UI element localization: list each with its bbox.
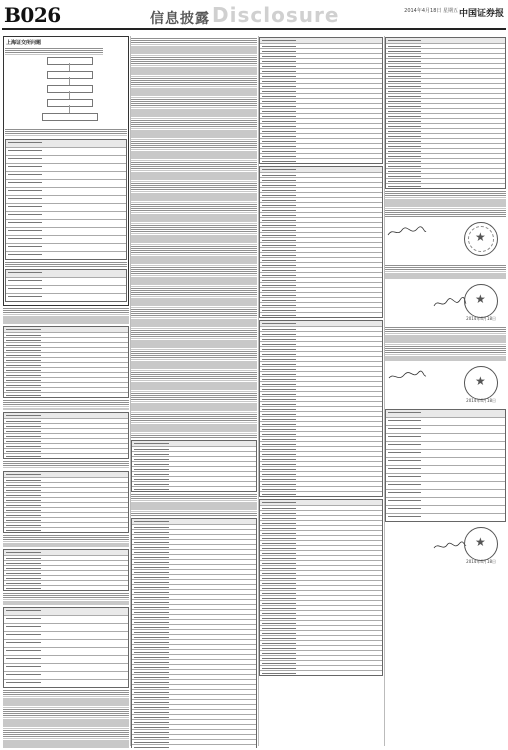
table-row bbox=[386, 474, 505, 482]
data-table bbox=[3, 471, 129, 533]
signature-block bbox=[385, 220, 506, 262]
signature-block bbox=[385, 282, 506, 324]
data-table bbox=[385, 409, 506, 522]
table-row bbox=[4, 393, 128, 397]
column-3 bbox=[259, 36, 383, 748]
flowchart-box-title: 上海证交所问题 bbox=[6, 40, 42, 46]
page-number: B026 bbox=[4, 3, 61, 27]
table-row bbox=[386, 450, 505, 458]
data-table bbox=[5, 269, 127, 302]
masthead-rule bbox=[2, 28, 506, 30]
seal-ring bbox=[468, 226, 494, 252]
table-row bbox=[6, 236, 126, 244]
flowchart-box bbox=[3, 36, 129, 306]
table-row bbox=[4, 624, 128, 632]
newspaper-logo: 中国证券报 bbox=[458, 9, 504, 19]
table-header-row bbox=[6, 270, 126, 278]
table-row bbox=[132, 487, 256, 491]
column-4 bbox=[385, 36, 506, 748]
table-row bbox=[260, 671, 382, 675]
flowchart-connector bbox=[69, 77, 70, 85]
table-row bbox=[386, 184, 505, 188]
text-block bbox=[3, 461, 129, 469]
flowchart-node bbox=[47, 85, 93, 93]
table-header-row bbox=[6, 140, 126, 148]
table-row bbox=[4, 616, 128, 624]
table-row bbox=[6, 148, 126, 156]
signoff-date: 2014年4月18日 bbox=[466, 398, 496, 403]
handwritten-signature bbox=[387, 370, 427, 382]
flowchart-node bbox=[42, 113, 98, 121]
table-row bbox=[386, 482, 505, 490]
table-row bbox=[6, 164, 126, 172]
signoff-date: 2014年4月18日 bbox=[466, 316, 496, 321]
table-row bbox=[386, 514, 505, 521]
table-row bbox=[4, 680, 128, 687]
table-row bbox=[6, 294, 126, 301]
text-block bbox=[3, 690, 129, 748]
data-table bbox=[259, 499, 383, 676]
table-row bbox=[260, 492, 382, 496]
table-row bbox=[260, 313, 382, 317]
section-title: 信息披露 bbox=[150, 11, 210, 27]
company-seal-icon bbox=[464, 284, 498, 318]
flowchart-node bbox=[47, 57, 93, 65]
table-row bbox=[386, 458, 505, 466]
table-row bbox=[386, 426, 505, 434]
text-block bbox=[5, 262, 127, 267]
section-title-english: Disclosure bbox=[212, 3, 340, 27]
data-table bbox=[259, 320, 383, 497]
text-block bbox=[131, 494, 257, 516]
text-block bbox=[3, 593, 129, 605]
signoff-date: 2014年4月18日 bbox=[466, 559, 496, 564]
table-row bbox=[6, 244, 126, 252]
signature-block bbox=[385, 525, 506, 567]
text-block bbox=[5, 48, 103, 55]
data-table bbox=[5, 139, 127, 260]
table-row bbox=[4, 454, 128, 458]
table-row bbox=[132, 745, 256, 748]
table-row bbox=[386, 498, 505, 506]
handwritten-signature bbox=[387, 226, 427, 238]
flowchart-node bbox=[47, 99, 93, 107]
text-block bbox=[3, 400, 129, 410]
table-row bbox=[6, 156, 126, 164]
column-2 bbox=[131, 36, 257, 748]
table-row bbox=[6, 204, 126, 212]
data-table bbox=[259, 37, 383, 164]
flowchart-connector bbox=[69, 105, 70, 113]
text-block bbox=[5, 129, 127, 137]
table-row bbox=[4, 648, 128, 656]
masthead bbox=[0, 0, 508, 30]
text-block bbox=[3, 308, 129, 324]
table-row bbox=[4, 640, 128, 648]
table-header-row bbox=[386, 410, 505, 418]
data-table bbox=[259, 166, 383, 318]
table-row bbox=[4, 664, 128, 672]
company-seal-icon bbox=[464, 527, 498, 561]
data-table bbox=[3, 326, 129, 398]
column-1 bbox=[3, 36, 129, 748]
table-row bbox=[386, 506, 505, 514]
table-row bbox=[6, 278, 126, 286]
table-row bbox=[6, 286, 126, 294]
table-row bbox=[6, 172, 126, 180]
text-block bbox=[385, 265, 506, 279]
data-table bbox=[131, 440, 257, 492]
text-block bbox=[385, 191, 506, 217]
table-row bbox=[4, 672, 128, 680]
text-block bbox=[385, 327, 506, 361]
data-table bbox=[3, 549, 129, 591]
table-row bbox=[6, 212, 126, 220]
table-row bbox=[386, 442, 505, 450]
data-table bbox=[3, 607, 129, 688]
data-table bbox=[385, 37, 506, 189]
signature-block bbox=[385, 364, 506, 406]
table-row bbox=[6, 228, 126, 236]
table-row bbox=[4, 656, 128, 664]
data-table bbox=[3, 412, 129, 459]
text-block bbox=[3, 535, 129, 547]
table-row bbox=[386, 490, 505, 498]
company-seal-icon bbox=[464, 366, 498, 400]
flowchart-diagram bbox=[5, 57, 127, 127]
table-row bbox=[4, 632, 128, 640]
text-block bbox=[131, 38, 257, 438]
table-row bbox=[6, 196, 126, 204]
table-row bbox=[386, 434, 505, 442]
table-row bbox=[6, 252, 126, 259]
table-row bbox=[4, 586, 128, 590]
flowchart-connector bbox=[69, 63, 70, 71]
flowchart-connector bbox=[69, 91, 70, 99]
issue-date: 2014年4月18日 星期五 bbox=[404, 8, 458, 14]
table-row bbox=[260, 159, 382, 163]
flowchart-node bbox=[47, 71, 93, 79]
table-row bbox=[4, 528, 128, 532]
table-row bbox=[386, 418, 505, 426]
table-row bbox=[386, 466, 505, 474]
table-row bbox=[6, 180, 126, 188]
table-row bbox=[6, 188, 126, 196]
data-table bbox=[131, 518, 257, 748]
table-header-row bbox=[4, 608, 128, 616]
handwritten-signature bbox=[433, 539, 467, 553]
handwritten-signature bbox=[433, 296, 467, 310]
table-row bbox=[6, 220, 126, 228]
